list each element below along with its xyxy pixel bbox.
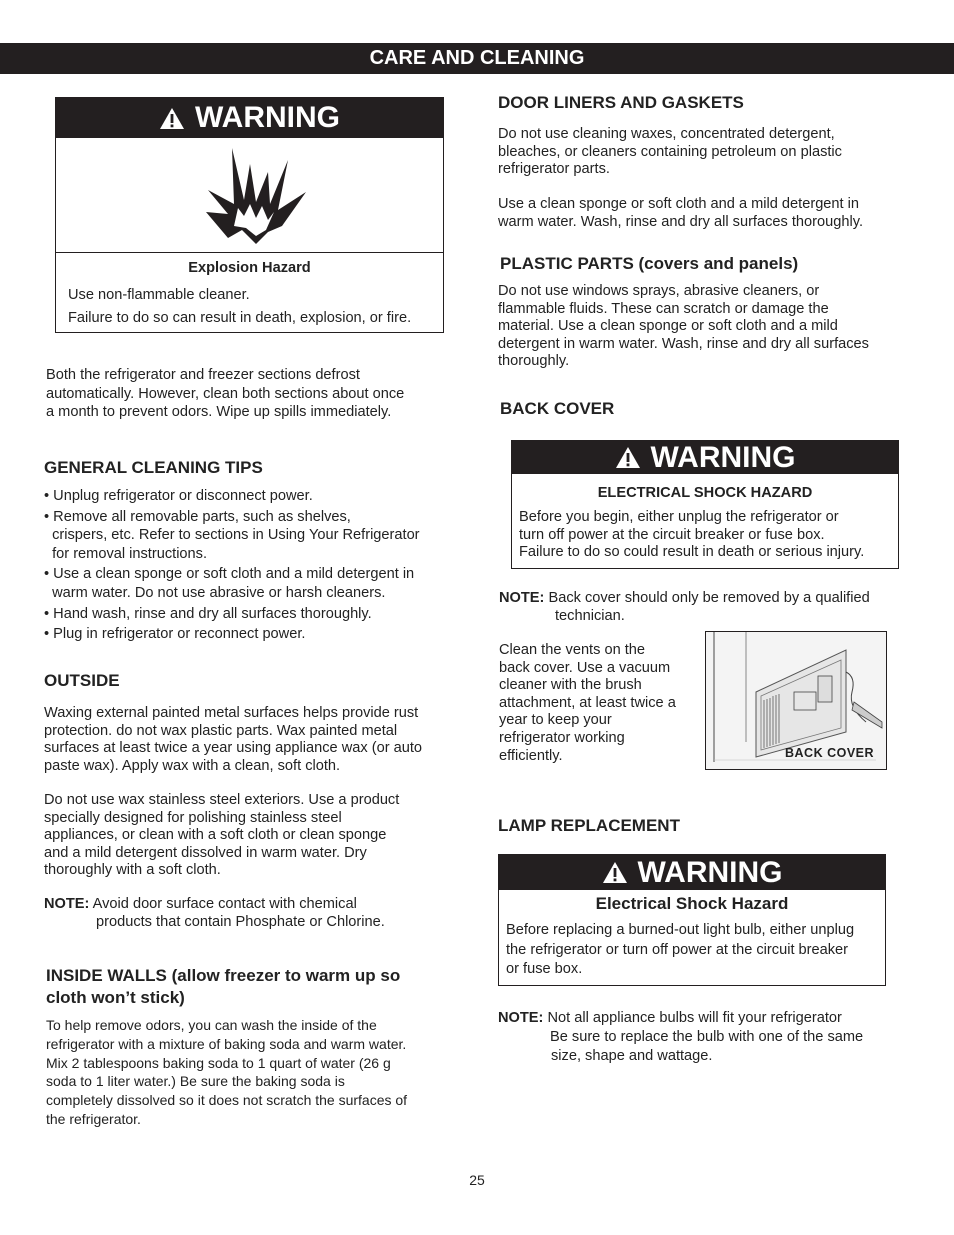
- intro-line: Both the refrigerator and freezer sections defrost: [46, 367, 360, 383]
- vents-line: attachment, at least twice a: [499, 694, 676, 711]
- outside-note: [44, 896, 385, 931]
- outside-line: paste wax). Apply wax with a clean, soft cloth.: [44, 757, 341, 774]
- warning-header: [512, 441, 898, 474]
- plastic-parts-line: Do not use windows sprays, abrasive cleaners, or: [498, 283, 820, 299]
- page-number: 25: [469, 1172, 485, 1188]
- note-label: NOTE:: [499, 590, 545, 606]
- inside-walls-line: refrigerator with a mixture of baking soda and warm water.: [46, 1035, 407, 1052]
- electrical-shock-warning-box: [511, 440, 899, 569]
- plastic-parts-line: material. Use a clean sponge or soft cloth and a mild: [498, 318, 838, 335]
- plastic-parts-heading: PLASTIC PARTS (covers and panels): [500, 254, 799, 273]
- warning-triangle-icon: [602, 861, 628, 884]
- warning-header: [499, 855, 885, 890]
- explosion-warning-line: Use non-flammable cleaner.: [68, 287, 250, 303]
- inside-walls-line: soda to 1 liter water.) Be sure the baking soda is: [46, 1073, 345, 1090]
- outside-paragraph-2: [44, 792, 399, 880]
- list-item: • Plug in refrigerator or reconnect power.: [44, 626, 306, 643]
- warning-line: Before replacing a burned-out light bulb, either unplug: [506, 922, 855, 938]
- outside-line: appliances, or clean with a soft cloth or clean sponge: [44, 827, 387, 844]
- explosion-warning-line: Failure to do so can result in death, explosion, or fire.: [68, 310, 412, 326]
- inside-walls-heading: [46, 965, 400, 1009]
- lamp-hazard-label: Electrical Shock Hazard: [595, 894, 789, 913]
- explosion-image-area: [56, 138, 443, 253]
- vents-line: back cover. Use a vacuum: [499, 659, 671, 676]
- back-cover-figure: [705, 631, 887, 770]
- explosion-hazard-label: Explosion Hazard: [188, 260, 311, 276]
- inside-walls-line: completely dissolved so it does not scratch the surfaces of: [46, 1092, 408, 1109]
- warning-title: WARNING: [650, 440, 796, 474]
- outside-line: and a mild detergent dissolved in warm water. Dry: [44, 844, 367, 861]
- inside-walls-heading-line: INSIDE WALLS (allow freezer to warm up so: [46, 966, 401, 985]
- list-item: warm water. Do not use abrasive or harsh cleaners.: [44, 584, 386, 601]
- inside-walls-line: To help remove odors, you can wash the inside of the: [46, 1017, 377, 1033]
- outside-line: protection. do not wax plastic parts. Wax painted metal: [44, 722, 398, 739]
- vents-line: cleaner with the brush: [499, 677, 642, 694]
- door-liners-paragraph-2: [498, 196, 863, 231]
- door-liners-line: refrigerator parts.: [498, 161, 610, 178]
- note-text: Back cover should only be removed by a qualified: [548, 590, 870, 606]
- note-text: Not all appliance bulbs will fit your refrigerator: [547, 1010, 842, 1026]
- outside-line: specially designed for polishing stainless steel: [44, 809, 342, 826]
- intro-line: a month to prevent odors. Wipe up spills immediately.: [46, 404, 392, 421]
- lamp-warning-box: [498, 854, 886, 986]
- back-cover-figure-label: BACK COVER: [785, 746, 875, 760]
- list-item: crispers, etc. Refer to sections in Using Your Refrigerator: [44, 527, 420, 544]
- warning-triangle-icon: [615, 446, 641, 469]
- inside-walls-heading-line: cloth won’t stick): [46, 988, 185, 1007]
- general-cleaning-list: [44, 487, 420, 644]
- warning-line: turn off power at the circuit breaker or fuse box.: [519, 526, 825, 543]
- list-item: • Unplug refrigerator or disconnect power.: [44, 488, 313, 504]
- outside-paragraph-1: [44, 705, 422, 775]
- warning-line: or fuse box.: [506, 961, 583, 978]
- list-item: for removal instructions.: [44, 545, 208, 562]
- warning-line: the refrigerator or turn off power at the circuit breaker: [506, 941, 849, 958]
- warning-title: WARNING: [637, 855, 783, 889]
- lamp-note: [498, 1009, 863, 1066]
- door-liners-line: Use a clean sponge or soft cloth and a mild detergent in: [498, 196, 860, 212]
- list-item: • Hand wash, rinse and dry all surfaces thoroughly.: [44, 605, 372, 622]
- vents-paragraph: [499, 642, 676, 765]
- plastic-parts-line: detergent in warm water. Wash, rinse and dry all surfaces: [498, 335, 869, 352]
- warning-title: WARNING: [195, 101, 340, 134]
- door-liners-line: bleaches, or cleaners containing petroleum on plastic: [498, 143, 842, 160]
- plastic-parts-paragraph: [498, 283, 869, 371]
- plastic-parts-line: flammable fluids. These can scratch or damage the: [498, 300, 829, 317]
- back-cover-note: [499, 590, 870, 625]
- general-cleaning-heading: GENERAL CLEANING TIPS: [44, 458, 263, 477]
- lamp-replacement-heading: LAMP REPLACEMENT: [498, 816, 680, 835]
- door-liners-line: Do not use cleaning waxes, concentrated detergent,: [498, 126, 835, 142]
- note-text: products that contain Phosphate or Chlorine.: [96, 913, 385, 930]
- list-item: • Remove all removable parts, such as shelves,: [44, 508, 351, 525]
- warning-header: [56, 98, 443, 138]
- warning-line: Failure to do so could result in death or serious injury.: [519, 544, 865, 561]
- list-item: • Use a clean sponge or soft cloth and a mild detergent in: [44, 566, 415, 583]
- vents-line: year to keep your: [499, 712, 612, 729]
- outside-heading: OUTSIDE: [44, 671, 120, 690]
- vents-line: efficiently.: [499, 747, 563, 764]
- inside-walls-line: Mix 2 tablespoons baking soda to 1 quart of water (26 g: [46, 1054, 391, 1071]
- outside-line: Waxing external painted metal surfaces helps provide rust: [44, 705, 419, 721]
- warning-line: Before you begin, either unplug the refrigerator or: [519, 509, 839, 525]
- explosion-icon: [204, 146, 314, 246]
- outside-line: thoroughly with a soft cloth.: [44, 862, 221, 879]
- outside-line: surfaces at least twice a year using appliance wax (or auto: [44, 740, 423, 757]
- note-text: size, shape and wattage.: [551, 1048, 713, 1064]
- plastic-parts-line: thoroughly.: [498, 353, 570, 370]
- warning-triangle-icon: [159, 107, 185, 130]
- note-label: NOTE:: [498, 1010, 544, 1026]
- vents-line: Clean the vents on the: [499, 642, 646, 658]
- door-liners-paragraph-1: [498, 126, 842, 179]
- inside-walls-paragraph: [46, 1016, 407, 1129]
- vents-line: refrigerator working: [499, 729, 625, 746]
- back-cover-heading: BACK COVER: [500, 399, 615, 418]
- section-header: CARE AND CLEANING: [0, 43, 954, 74]
- door-liners-heading: DOOR LINERS AND GASKETS: [498, 93, 744, 112]
- electrical-hazard-label: ELECTRICAL SHOCK HAZARD: [597, 485, 813, 501]
- explosion-warning-box: [55, 97, 444, 333]
- note-text: technician.: [555, 607, 625, 624]
- intro-line: automatically. However, clean both sections about once: [46, 385, 405, 402]
- inside-walls-line: the refrigerator.: [46, 1110, 141, 1127]
- note-label: NOTE:: [44, 896, 90, 912]
- note-text: Avoid door surface contact with chemical: [92, 896, 357, 912]
- outside-line: Do not use wax stainless steel exteriors. Use a product: [44, 792, 400, 808]
- note-text: Be sure to replace the bulb with one of the same: [550, 1029, 864, 1045]
- door-liners-line: warm water. Wash, rinse and dry all surfaces thoroughly.: [498, 213, 863, 230]
- intro-paragraph: [46, 366, 404, 422]
